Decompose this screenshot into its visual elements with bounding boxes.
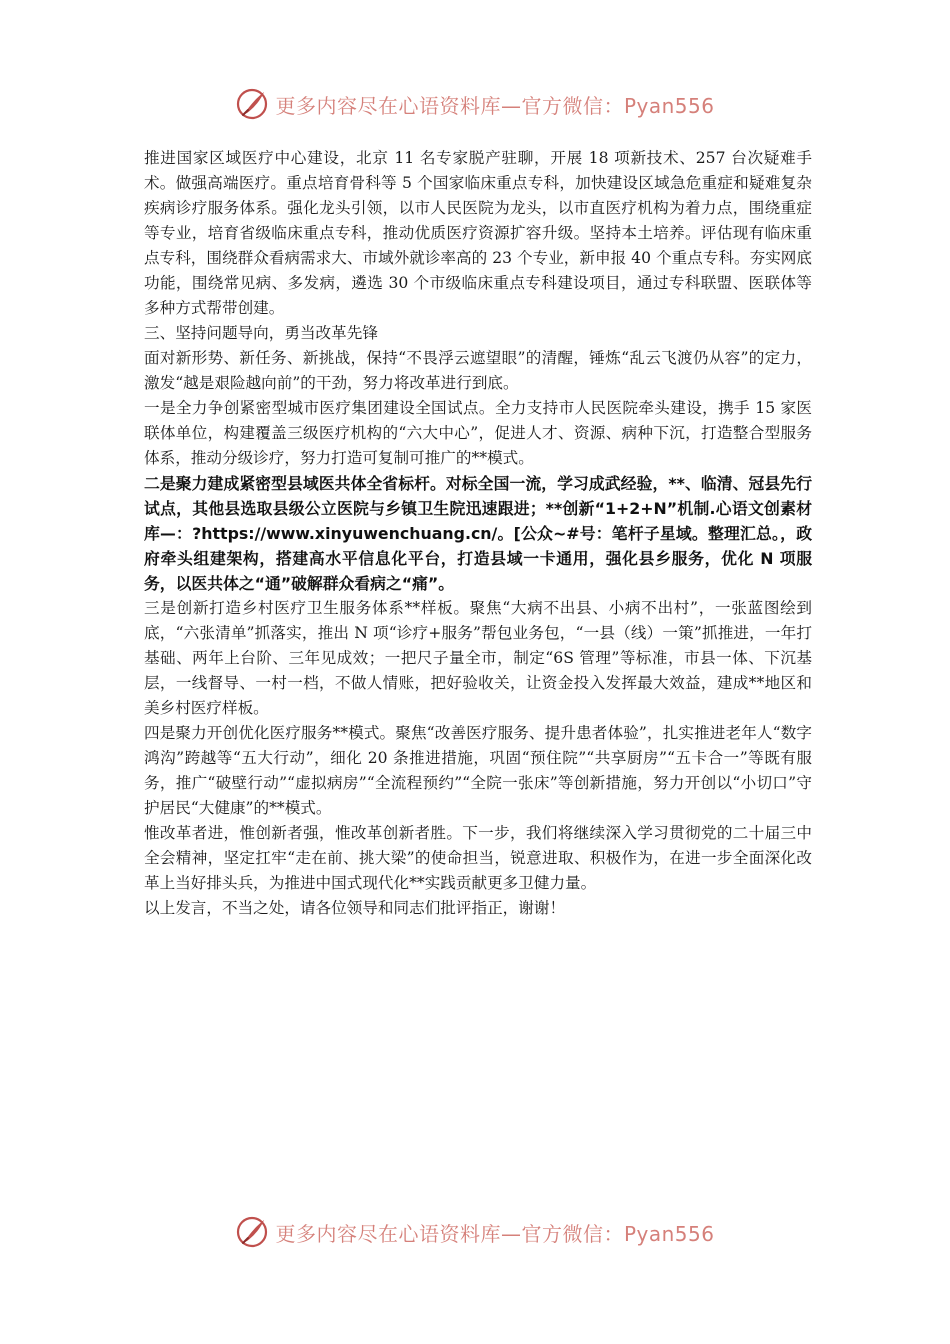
paragraph-closing: 以上发言，不当之处，请各位领导和同志们批评指正，谢谢！ [144, 899, 566, 917]
document-body [144, 146, 812, 921]
paragraph-city-medical-group: 一是全力争创紧密型城市医疗集团建设全国试点。全力支持市人民医院牵头建设，携手 15 家医联体单位，构建覆盖三级医疗机构的“六大中心”，促进人才、资源、病种下沉，打造整合型服务体系，推动分级诊疗，努力打造可复制可推广的**模式。 [144, 399, 812, 467]
quill-logo-icon [235, 1215, 269, 1249]
paragraph-medical-center: 推进国家区域医疗中心建设，北京 11 名专家脱产驻聊，开展 18 项新技术、257 台次疑难手术。做强高端医疗。重点培育骨科等 5 个国家临床重点专科，加快建设区域急危重症和疑难复杂疾病诊疗服务体系。强化龙头引领，以市人民医院为龙头，以市直医疗机构为着力点，围绕重症等专业，培育省级临床重点专科，推动优质医疗资源扩容升级。坚持本土培养。评估现有临床重点专科，围绕群众看病需求大、市域外就诊率高的 23 个专业，新申报 40 个重点专科。夯实网底功能，围绕常见病、多发病，遴选 30 个市级临床重点专科建设项目，通过专科联盟、医联体等多种方式帮带创建。 [144, 149, 812, 317]
watermark-text: 更多内容尽在心语资料库—官方微信：Pyan556 [275, 93, 715, 118]
quill-logo-icon [235, 87, 269, 121]
paragraph-reform-intro: 面对新形势、新任务、新挑战，保持“不畏浮云遮望眼”的清醒，锤炼“乱云飞渡仍从容”的定力，激发“越是艰险越向前”的干劲，努力将改革进行到底。 [144, 349, 812, 392]
header-watermark [0, 84, 950, 124]
paragraph-optimize-services: 四是聚力开创优化医疗服务**模式。聚焦“改善医疗服务、提升患者体验”，扎实推进老年人“数字鸿沟”跨越等“五大行动”，细化 20 条推进措施，巩固“预住院”“共享厨房”“五卡合一”等既有服务，推广“破壁行动”“虚拟病房”“全流程预约”“全院一张床”等创新措施，努力开创以“小切口”守护居民“大健康”的**模式。 [144, 724, 812, 817]
footer-watermark [0, 1212, 950, 1252]
paragraph-next-steps: 惟改革者进，惟创新者强，惟改革创新者胜。下一步，我们将继续深入学习贯彻党的二十届三中全会精神，坚定扛牢“走在前、挑大梁”的使命担当，锐意进取、积极作为，在进一步全面深化改革上当好排头兵，为推进中国式现代化**实践贡献更多卫健力量。 [144, 824, 812, 892]
paragraph-rural-healthcare: 三是创新打造乡村医疗卫生服务体系**样板。聚焦“大病不出县、小病不出村”，一张蓝图绘到底，“六张清单”抓落实，推出 N 项“诊疗+服务”帮包业务包，“一县（线）一策”抓推进，一年打基础、两年上台阶、三年见成效；一把尺子量全市，制定“6S 管理”等标准，市县一体、下沉基层，一线督导、一村一档，不做人情账，把好验收关，让资金投入发挥最大效益，建成**地区和美乡村医疗样板。 [144, 599, 812, 717]
watermark-text: 更多内容尽在心语资料库—官方微信：Pyan556 [275, 1221, 715, 1246]
paragraph-county-medical-community: 二是聚力建成紧密型县域医共体全省标杆。对标全国一流，学习成武经验，**、临清、冠县先行试点，其他县选取县级公立医院与乡镇卫生院迅速跟进；**创新“1+2+N”机制.心语文创素材库—：?https://www.xinyuwenchuang.cn/。[公众~#号：笔杆子星域。整理汇总。，政府牵头组建架构，搭建高水平信息化平台，打造县域一卡通用，强化县乡服务，优化 N 项服务，以医共体之“通”破解群众看病之“痛”。 [144, 474, 812, 593]
section-heading-reform: 三、坚持问题导向，勇当改革先锋 [144, 324, 378, 342]
